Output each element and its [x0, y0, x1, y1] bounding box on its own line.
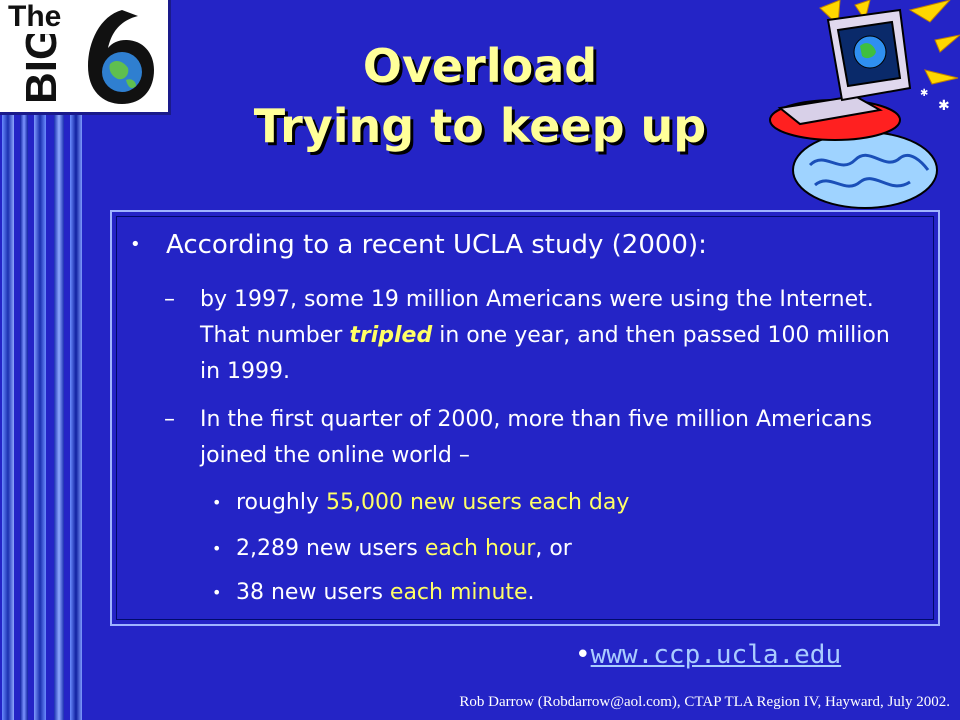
footer-credit: Rob Darrow (Robdarrow@aol.com), CTAP TLA Region IV, Hayward, July 2002. — [459, 694, 950, 710]
link-bullet: • — [575, 640, 591, 670]
bullet-dot: • — [130, 234, 141, 255]
sub-point-1 — [164, 282, 890, 392]
bullet-dot: • — [212, 493, 222, 512]
main-bullet-text: According to a recent UCLA study (2000): — [166, 230, 707, 260]
content-panel — [110, 210, 940, 626]
sub-point-1-text — [200, 282, 890, 390]
dash-marker: – — [164, 287, 175, 312]
svg-text:✱: ✱ — [938, 98, 950, 114]
source-link[interactable]: www.ccp.ucla.edu — [590, 640, 842, 670]
source-link-line — [575, 640, 841, 670]
title-line-1: Overload — [362, 39, 598, 93]
computer-clipart — [760, 0, 960, 215]
bullet-dot: • — [212, 583, 222, 602]
slide-title — [200, 36, 760, 156]
list-item-text: 2,289 new users each hour, or — [236, 536, 572, 561]
dash-marker: – — [164, 407, 175, 432]
globe-six-icon — [82, 6, 158, 106]
sub1-emphasis: tripled — [349, 323, 433, 348]
big6-logo — [0, 0, 171, 115]
bullet-dot: • — [212, 539, 222, 558]
logo-big-wrap — [6, 34, 76, 106]
sub1-pre: by 1997, some 19 million Americans were using the Internet. That number — [200, 287, 874, 348]
sub1-post: in one year, and then passed 100 million in 1999. — [200, 323, 890, 384]
list-item-text: roughly 55,000 new users each day — [236, 490, 630, 515]
title-line-2: Trying to keep up — [253, 99, 707, 153]
logo-the-text: The — [8, 0, 62, 33]
logo-big-text: BIG — [17, 34, 66, 104]
sub-point-2 — [164, 402, 884, 476]
svg-text:✱: ✱ — [920, 88, 929, 99]
sub-point-2-text: In the first quarter of 2000, more than five million Americans joined the online world – — [200, 407, 873, 468]
list-item-text: 38 new users each minute. — [236, 580, 535, 605]
